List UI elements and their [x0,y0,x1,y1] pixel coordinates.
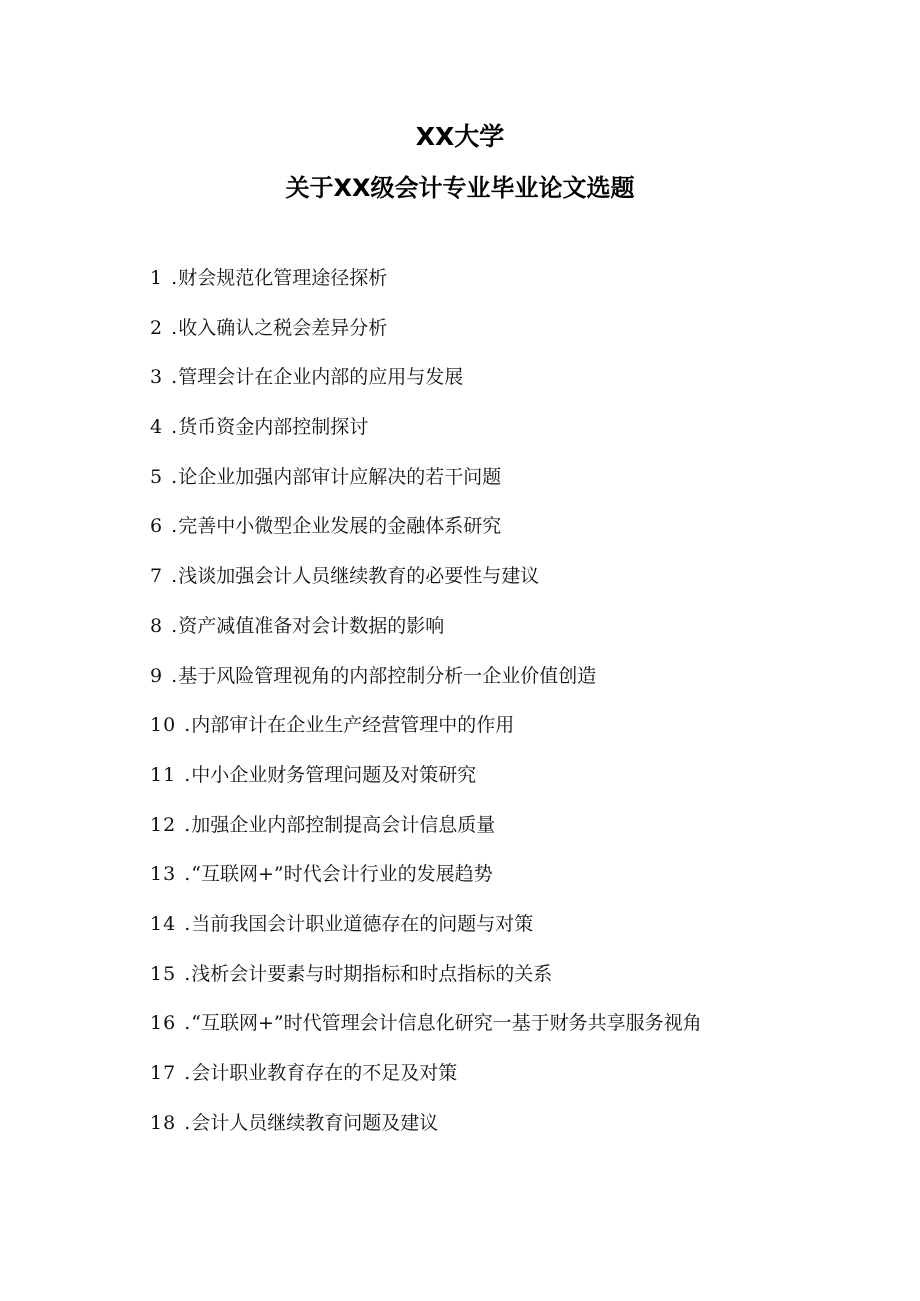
topic-item [150,265,780,291]
topic-text: 论企业加强内部审计应解决的若干问题 [178,465,502,488]
topic-separator: . [165,416,178,439]
topic-number: 6 [150,515,164,538]
topic-text: 收入确认之税会差异分析 [178,316,388,339]
topic-separator: . [165,316,178,339]
topic-number: 12 [150,813,177,836]
topic-separator: . [165,465,178,488]
topic-number: 18 [150,1111,177,1134]
topic-separator: . [178,763,191,786]
topic-number: 14 [150,912,177,935]
topic-number: 2 [150,316,164,339]
topic-text: 加强企业内部控制提高会计信息质量 [191,813,496,836]
topic-number: 15 [150,962,177,985]
document-subtitle: 关于XX级会计专业毕业论文选题 [285,174,635,202]
topic-item [150,663,780,689]
topic-item [150,414,780,440]
topic-item [150,563,780,589]
topic-separator: . [178,1062,191,1084]
topic-separator: . [178,813,191,836]
topic-text: 浅谈加强会计人员继续教育的必要性与建议 [178,565,540,588]
topic-text: “互联网+”时代管理会计信息化研究一基于财务共享服务视角 [191,1012,702,1035]
topic-item [150,861,780,887]
topic-separator: . [178,1012,191,1035]
topic-separator: . [178,714,191,737]
topic-text: 会计人员继续教育问题及建议 [191,1111,439,1134]
topic-item [150,613,780,639]
topic-separator: . [165,515,178,538]
topic-item [150,762,780,788]
topic-separator: . [178,1111,191,1134]
topic-number: 5 [150,465,164,488]
topic-text: 浅析会计要素与时期指标和时点指标的关系 [191,962,553,985]
topic-item [150,315,780,341]
topic-text: 管理会计在企业内部的应用与发展 [178,366,464,389]
topic-number: 10 [150,714,177,737]
topic-number: 8 [150,614,164,637]
topic-text: 当前我国会计职业道德存在的问题与对策 [191,912,534,935]
topic-separator: . [165,366,178,389]
topic-text: 货币资金内部控制探讨 [178,416,369,439]
topic-separator: . [165,267,178,289]
topic-number: 16 [150,1012,177,1035]
topic-text: “互联网+”时代会计行业的发展趋势 [191,863,493,886]
topic-item [150,464,780,490]
topic-item [150,812,780,838]
topic-separator: . [178,912,191,935]
topic-item [150,1060,780,1086]
topic-text: 内部审计在企业生产经营管理中的作用 [191,714,515,737]
topic-item [150,1010,780,1036]
document-title: XX大学 [415,122,505,151]
topic-number: 17 [150,1062,177,1084]
topic-list [150,265,780,1159]
topic-separator: . [165,565,178,588]
topic-text: 财会规范化管理途径探析 [178,267,388,289]
topic-number: 4 [150,416,164,439]
topic-item [150,513,780,539]
topic-text: 完善中小微型企业发展的金融体系研究 [178,515,502,538]
topic-item [150,712,780,738]
topic-number: 1 [150,267,164,289]
topic-item [150,961,780,987]
topic-separator: . [165,614,178,637]
topic-separator: . [178,863,191,886]
topic-text: 会计职业教育存在的不足及对策 [191,1062,458,1084]
topic-text: 基于风险管理视角的内部控制分析一企业价值创造 [178,664,597,687]
topic-number: 7 [150,565,164,588]
topic-text: 资产减值准备对会计数据的影响 [178,614,445,637]
topic-number: 3 [150,366,164,389]
topic-separator: . [165,664,178,687]
topic-text: 中小企业财务管理问题及对策研究 [191,763,477,786]
topic-item [150,364,780,390]
topic-number: 9 [150,664,164,687]
topic-item [150,911,780,937]
topic-number: 13 [150,863,177,886]
topic-item [150,1110,780,1136]
topic-number: 11 [150,763,177,786]
topic-separator: . [178,962,191,985]
